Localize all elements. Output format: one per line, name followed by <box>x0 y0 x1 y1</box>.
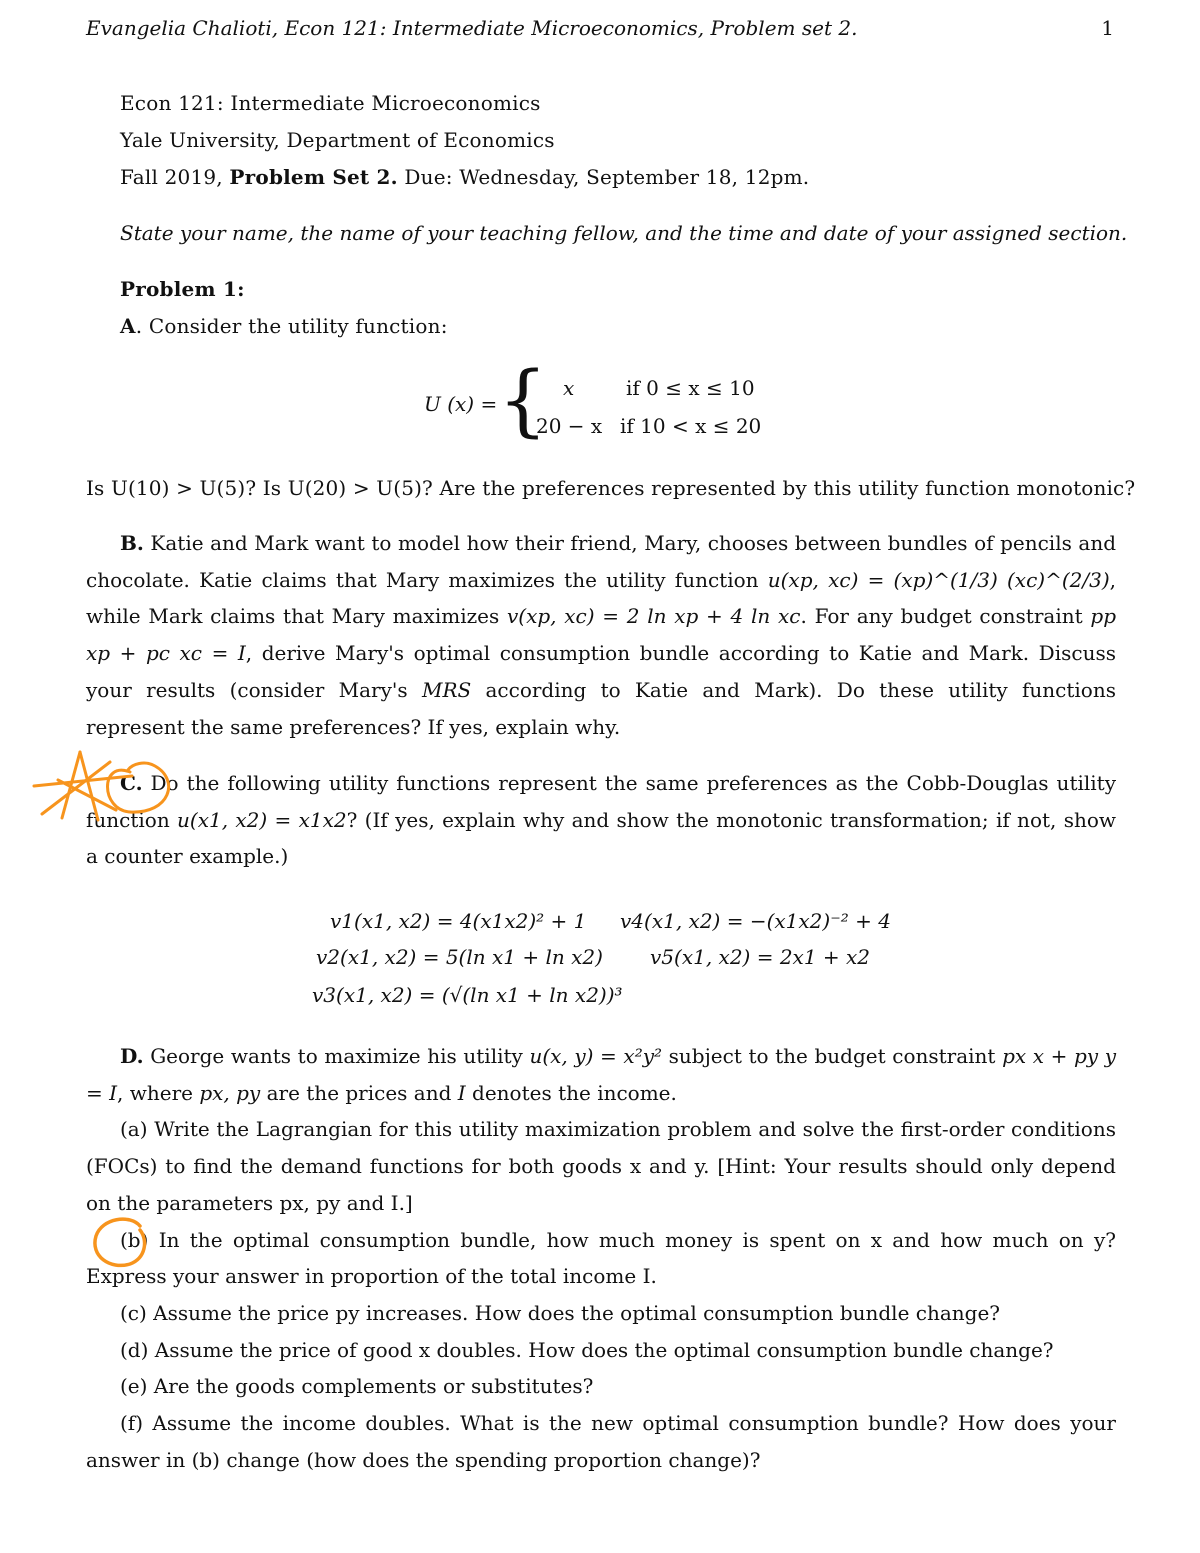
george-budget: px x + py y = I <box>86 1044 1116 1105</box>
cobb-douglas-utility: u(x1, x2) = x1x2 <box>177 807 347 832</box>
running-title: Evangelia Chalioti, Econ 121: Intermediate Microeconomics, Problem set 2. <box>86 16 858 40</box>
piecewise-lhs: U (x) = <box>424 392 498 416</box>
income-symbol: I <box>457 1080 466 1105</box>
george-utility: u(x, y) = x²y² <box>529 1044 663 1068</box>
problem-heading <box>120 277 245 301</box>
part-c-paragraph <box>86 765 1116 875</box>
instructions: State your name, the name of your teaching fellow, and the time and date of your assigned section. <box>120 221 1128 245</box>
part-c-text-1: Do the following utility functions represent the same preferences as the Cobb-Douglas utility function <box>86 771 1116 832</box>
term: Fall 2019, <box>120 165 223 189</box>
part-b-text-4: , derive Mary's optimal consumption bundle according to Katie and Mark. Discuss your results (consider Mary's <box>86 641 1116 702</box>
part-b-text-2: , while Mark claims that Mary maximizes <box>86 567 1117 629</box>
part-a-lead-line <box>120 314 448 338</box>
equation-v4: v4(x1, x2) = −(x1x2)⁻² + 4 <box>620 909 891 933</box>
case-2-condition: if 10 < x ≤ 20 <box>620 414 762 438</box>
part-d-text-1: George wants to maximize his utility <box>143 1044 530 1068</box>
page-number: 1 <box>1101 16 1114 40</box>
case-1-expression: x <box>563 376 575 400</box>
part-b-text-3: . For any budget constraint <box>800 604 1091 629</box>
piecewise-brace: { <box>498 356 548 446</box>
part-d-label: D. <box>120 1044 144 1068</box>
course-name: Econ 121: Intermediate Microeconomics <box>120 91 541 115</box>
mark-utility: v(xp, xc) = 2 ln xp + 4 ln xc <box>506 604 801 629</box>
part-d-c: (c) Assume the price py increases. How does the optimal consumption bundle change? <box>120 1300 1001 1325</box>
part-d-b: (b) In the optimal consumption bundle, how much money is spent on x and how much on y? Express your answer in proportion of the total income I. <box>86 1227 1116 1289</box>
part-d-paragraph <box>86 1038 1116 1478</box>
equation-v5: v5(x1, x2) = 2x1 + x2 <box>650 945 871 969</box>
problem-1-heading: Problem 1: <box>120 277 245 301</box>
budget-constraint: pp xp + pc xc = I <box>86 604 1116 666</box>
part-d-a: (a) Write the Lagrangian for this utility maximization problem and solve the first-order conditions (FOCs) to find the demand functions for both goods x and y. [Hint: Your results should only depend on the parameters px, py and I.] <box>86 1117 1116 1215</box>
mrs-term: MRS <box>421 677 472 702</box>
part-d-text-4: are the prices and <box>260 1080 458 1105</box>
part-d-f: (f) Assume the income doubles. What is the new optimal consumption bundle? How does your answer in (b) change (how does the spending proportion change)? <box>86 1411 1116 1472</box>
part-d-text-2: subject to the budget constraint <box>662 1044 1003 1068</box>
equation-v1: v1(x1, x2) = 4(x1x2)² + 1 <box>330 909 587 933</box>
part-c-label: C. <box>120 771 143 795</box>
circle-annotation-icon <box>80 1212 160 1272</box>
part-a-lead: . Consider the utility function: <box>135 314 448 338</box>
part-a-question: Is U(10) > U(5)? Is U(20) > U(5)? Are the preferences represented by this utility function monotonic? <box>86 476 1136 500</box>
equation-v3: v3(x1, x2) = (√(ln x1 + ln x2))³ <box>312 983 623 1007</box>
case-1-condition: if 0 ≤ x ≤ 10 <box>626 376 755 400</box>
price-symbols: px, py <box>199 1080 261 1105</box>
part-d-text-3: , where <box>117 1080 200 1105</box>
part-d-e: (e) Are the goods complements or substitutes? <box>120 1374 594 1399</box>
part-d-text-5: denotes the income. <box>465 1080 677 1105</box>
due-date: Due: Wednesday, September 18, 12pm. <box>404 165 810 189</box>
part-b-label: B. <box>120 531 144 555</box>
university-line: Yale University, Department of Economics <box>120 128 555 152</box>
part-d-d: (d) Assume the price of good x doubles. How does the optimal consumption bundle change? <box>120 1337 1054 1362</box>
equation-v2: v2(x1, x2) = 5(ln x1 + ln x2) <box>316 945 603 969</box>
part-b-text-1: Katie and Mark want to model how their friend, Mary, chooses between bundles of pencils and chocolate. Katie claims that Mary maximizes the utility function <box>86 531 1116 592</box>
part-b-paragraph <box>86 525 1116 745</box>
star-annotation-icon <box>20 740 200 840</box>
part-b-text-5: according to Katie and Mark). Do these utility functions represent the same preferences? If yes, explain why. <box>86 677 1116 739</box>
problem-set-label: Problem Set 2. <box>229 165 398 189</box>
term-line <box>120 165 809 189</box>
running-header <box>86 16 1114 40</box>
part-c-text-2: ? (If yes, explain why and show the monotonic transformation; if not, show a counter example.) <box>86 807 1116 869</box>
part-a-label: A <box>120 314 136 338</box>
case-2-expression: 20 − x <box>536 414 603 438</box>
katie-utility: u(xp, xc) = (xp)^(1/3) (xc)^(2/3) <box>767 567 1110 592</box>
